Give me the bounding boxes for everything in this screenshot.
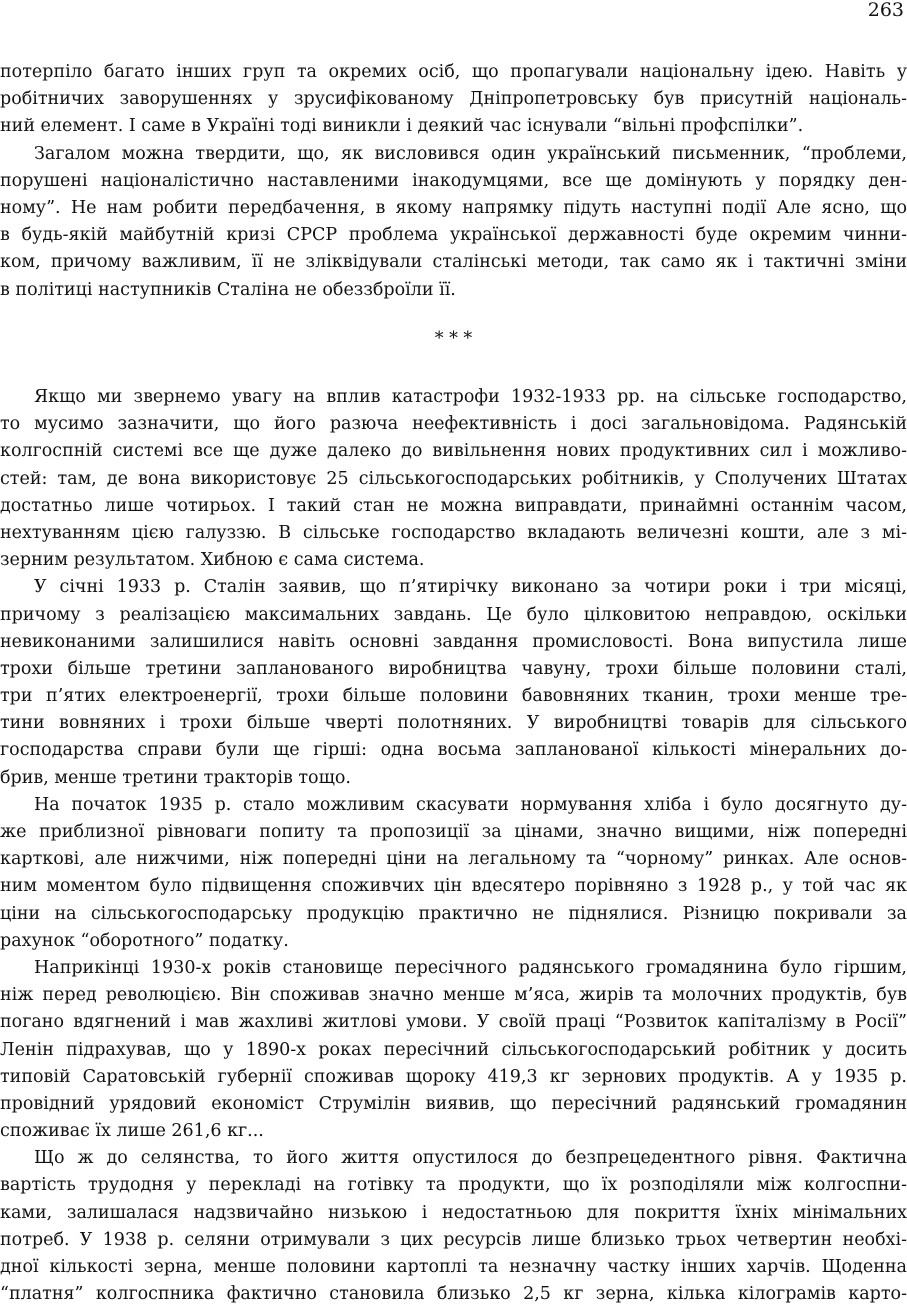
text-line: порушені націоналістично наставленими інакодумцями, все ще домінують у порядку ден- — [0, 170, 907, 191]
text-line: ками, залишалася надзвичайно низькою і недостатньою для покриття їхніх мінімальних — [0, 1202, 907, 1223]
text-line: брив, менше третини тракторів тощо. — [0, 767, 351, 788]
text-line: споживає їх лише 261,6 кг... — [0, 1121, 264, 1142]
text-line: Що ж до селянства, то його життя опустилося до безпрецедентного рівня. Фактична — [34, 1148, 907, 1169]
text-line: в будь-якій майбутній кризі СРСР проблема української державності буде окремим чинни- — [0, 225, 907, 246]
text-line: зерним результатом. Хибною є сама система. — [0, 550, 425, 571]
text-line: три п’ятих електроенергії, трохи більше половини бавовняних тканин, трохи менше тре- — [0, 686, 907, 707]
text-line: Ленін підрахував, що у 1890-х роках пересічний сільськогосподарський робітник у досить — [0, 1039, 907, 1060]
page-number: 263 — [867, 0, 904, 21]
text-line: рахунок “оборотного” податку. — [0, 930, 289, 951]
text-line: У січні 1933 р. Сталін заявив, що п’ятирічку виконано за чотири роки і три місяці, — [34, 577, 907, 598]
text-line: погано вдягнений і мав жахливі житлові умови. У своїй праці “Розвиток капіталізму в Росії” — [0, 1012, 907, 1033]
text-line: невиконаними залишилися навіть основні завдання промисловості. Вона випустила лише — [0, 631, 907, 652]
text-line: то мусимо зазначити, що його разюча неефективність і досі загальновідома. Радянській — [0, 414, 907, 435]
section-separator: * * * — [434, 329, 473, 349]
text-line: дної кількості зерна, менше половини картоплі та незначну частку інших харчів. Щоденна — [0, 1257, 907, 1277]
text-line: в політиці наступників Сталіна не обеззброїли її. — [0, 279, 456, 300]
text-line: ний елемент. І саме в Україні тоді виникли і деякий час існували “вільні профспілки”. — [0, 116, 804, 137]
text-block-top — [0, 59, 907, 304]
text-line: стей: там, де вона використовує 25 сільськогосподарських робітників, у Сполучених Штатах — [0, 468, 907, 489]
text-line: “платня” колгоспника фактично становила близько 2,5 кг зерна, кілька кілограмів карто- — [0, 1284, 907, 1305]
text-line: потерпіло багато інших груп та окремих осіб, що пропагували національну ідею. Навіть у — [0, 62, 907, 82]
text-line: трохи більше третини запланованого виробництва чавуну, трохи більше половини сталі, — [0, 658, 907, 679]
text-line: же приблизної рівноваги попиту та пропозиції за цінами, значно вищими, ніж попередні — [0, 822, 907, 842]
text-line: вартість трудодня у перекладі на готівку та продукти, що їх розподіляли між колгоспни- — [0, 1175, 907, 1196]
text-line: ніж перед революцією. Він споживав значно менше м’яса, жирів та молочних продуктів, був — [0, 985, 907, 1006]
text-line: карткові, але нижчими, ніж попередні ціни на легальному та “чорному” ринках. Але основ- — [0, 849, 907, 870]
text-line: ціни на сільськогосподарську продукцію практично не піднялися. Різницю покривали за — [0, 903, 907, 924]
text-line: нехтуванням цією галуззю. В сільське господарство вкладають величезні кошти, але з мі- — [0, 522, 907, 543]
text-line: господарства справи були ще гірші: одна восьма запланованої кількості мінеральних до- — [0, 740, 907, 761]
text-line: колгоспній системі все ще дуже далеко до вивільнення нових продуктивних сил і можливо- — [0, 441, 907, 462]
text-line: причому з реалізацією максимальних завдань. Це було цілковитою неправдою, оскільки — [0, 604, 907, 625]
text-line: Якщо ми звернемо увагу на вплив катастрофи 1932-1933 рр. на сільське господарство, — [34, 387, 907, 407]
text-line: потреб. У 1938 р. селяни отримували з цих ресурсів лише близько трьох четвертин необхі- — [0, 1229, 907, 1250]
text-line: Наприкінці 1930-х років становище пересічного радянського громадянина було гіршим, — [34, 957, 907, 978]
text-line: робітничих заворушеннях у зрусифікованому Дніпропетровську був присутній національ- — [0, 89, 907, 110]
text-line: Загалом можна твердити, що, як висловився один український письменник, “проблеми, — [34, 143, 907, 164]
text-line: На початок 1935 р. стало можливим скасувати нормування хліба і було досягнуто ду- — [34, 794, 907, 815]
text-block-main — [0, 384, 907, 1308]
text-line: ним моментом було підвищення споживчих цін вдесятеро порівняно з 1928 р., у той час як — [0, 876, 907, 897]
text-line: достатньо лише чотирьох. І такий стан не можна виправдати, принаймні останнім часом, — [0, 495, 907, 516]
text-line: ком, причому важливим, її не зліквідували сталінські методи, так само як і тактичні зміни — [0, 252, 907, 273]
text-line: тини вовняних і трохи більше чверті полотняних. У виробництві товарів для сільського — [0, 713, 907, 734]
text-line: провідний урядовий економіст Струмілін виявив, що пересічний радянський громадянин — [0, 1093, 907, 1114]
text-line: типовій Саратовській губернії споживав щороку 419,3 кг зернових продуктів. А у 1935 р. — [0, 1066, 907, 1087]
text-line: ному”. Не нам робити передбачення, в якому напрямку підуть наступні події Але ясно, що — [0, 197, 907, 218]
